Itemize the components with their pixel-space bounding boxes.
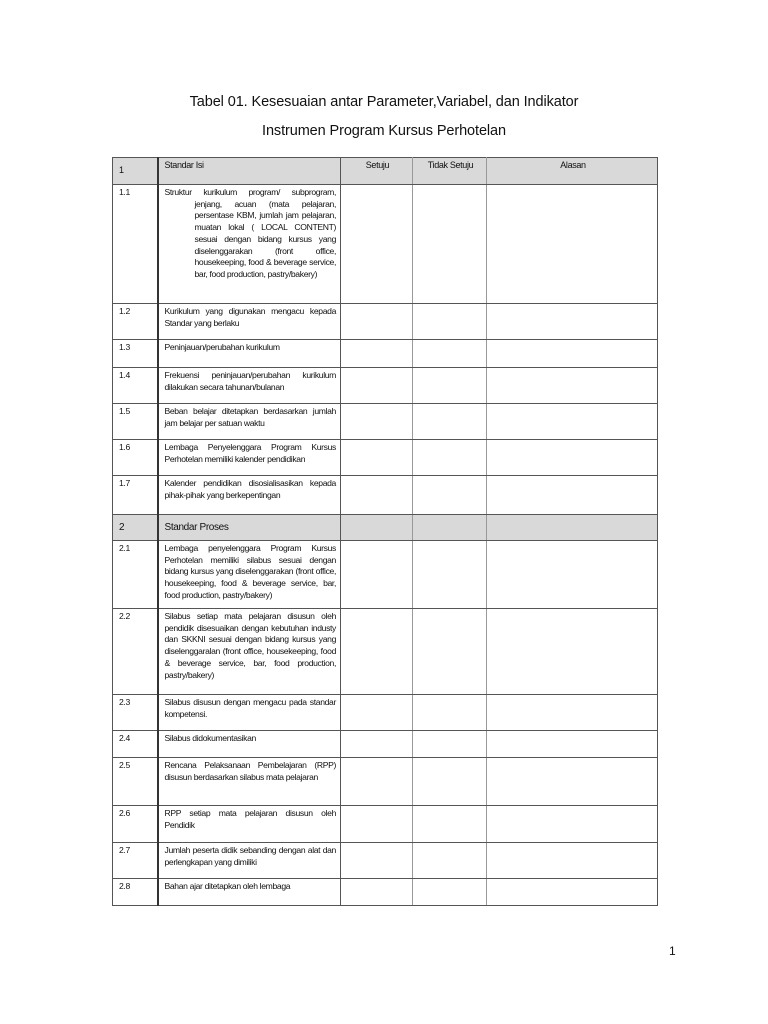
reason-cell[interactable] (487, 440, 658, 476)
column-header-agree: Setuju (341, 158, 413, 185)
agree-cell[interactable] (341, 695, 413, 731)
row-number: 1.1 (113, 185, 158, 304)
column-header-disagree: Tidak Setuju (413, 158, 487, 185)
reason-cell[interactable] (487, 515, 658, 541)
reason-cell[interactable] (487, 368, 658, 404)
table-row (113, 476, 658, 515)
disagree-cell[interactable] (413, 806, 487, 843)
agree-cell[interactable] (341, 609, 413, 695)
reason-cell[interactable] (487, 609, 658, 695)
row-description (158, 843, 341, 879)
row-description (158, 304, 341, 340)
section-title: Standar Isi (158, 158, 341, 185)
page-number: 1 (669, 944, 676, 958)
row-description (158, 340, 341, 368)
disagree-cell[interactable] (413, 185, 487, 304)
description-text: Silabus setiap mata pelajaran disusun oleh pendidik disesuaikan dengan kebutuhan industy dan SKKNI sesuai dengan bidang kursus yang diselenggaralan (front office, housekeeping, food & beverage service, bar, food production, pastry/bakery) (164, 611, 336, 680)
table-row (113, 695, 658, 731)
agree-cell[interactable] (341, 476, 413, 515)
row-number: 1.6 (113, 440, 158, 476)
agree-cell[interactable] (341, 404, 413, 440)
agree-cell[interactable] (341, 515, 413, 541)
agree-cell[interactable] (341, 340, 413, 368)
disagree-cell[interactable] (413, 476, 487, 515)
row-description (158, 541, 341, 609)
description-text: Silabus disusun dengan mengacu pada standar kompetensi. (164, 697, 336, 719)
row-number: 1.5 (113, 404, 158, 440)
description-text: Bahan ajar ditetapkan oleh lembaga (164, 881, 291, 891)
agree-cell[interactable] (341, 541, 413, 609)
reason-cell[interactable] (487, 806, 658, 843)
description-text: Rencana Pelaksanaan Pembelajaran (RPP) disusun berdasarkan silabus mata pelajaran (164, 760, 336, 782)
reason-cell[interactable] (487, 731, 658, 758)
reason-cell[interactable] (487, 185, 658, 304)
disagree-cell[interactable] (413, 879, 487, 906)
row-description (158, 476, 341, 515)
row-number: 2.1 (113, 541, 158, 609)
row-description (158, 368, 341, 404)
questionnaire-table (112, 157, 658, 906)
table-row (113, 806, 658, 843)
disagree-cell[interactable] (413, 515, 487, 541)
document-subtitle: Instrumen Program Kursus Perhotelan (262, 123, 506, 139)
disagree-cell[interactable] (413, 440, 487, 476)
reason-cell[interactable] (487, 340, 658, 368)
reason-cell[interactable] (487, 695, 658, 731)
agree-cell[interactable] (341, 185, 413, 304)
description-text: Silabus didokumentasikan (164, 733, 256, 743)
agree-cell[interactable] (341, 879, 413, 906)
row-number: 2.2 (113, 609, 158, 695)
row-number: 2.3 (113, 695, 158, 731)
disagree-cell[interactable] (413, 609, 487, 695)
table-row (113, 368, 658, 404)
row-number: 2.5 (113, 758, 158, 806)
table-row (113, 440, 658, 476)
agree-cell[interactable] (341, 758, 413, 806)
row-number: 1.7 (113, 476, 158, 515)
section-header-row (113, 515, 658, 541)
row-description (158, 695, 341, 731)
disagree-cell[interactable] (413, 340, 487, 368)
description-text: RPP setiap mata pelajaran disusun oleh Pendidik (164, 808, 336, 830)
disagree-cell[interactable] (413, 304, 487, 340)
description-text: Standar Proses (164, 521, 229, 533)
reason-cell[interactable] (487, 879, 658, 906)
table-row (113, 340, 658, 368)
row-number: 1.3 (113, 340, 158, 368)
row-number: 2.6 (113, 806, 158, 843)
table-row (113, 758, 658, 806)
row-description (158, 609, 341, 695)
row-number: 2 (113, 515, 158, 541)
row-number: 2.8 (113, 879, 158, 906)
description-text: Lembaga Penyelenggara Program Kursus Perhotelan memiliki kalender pendidikan (164, 442, 336, 464)
row-number: 2.4 (113, 731, 158, 758)
table-row (113, 304, 658, 340)
row-description (158, 731, 341, 758)
row-description (158, 185, 341, 304)
agree-cell[interactable] (341, 731, 413, 758)
row-description (158, 879, 341, 906)
column-header-reason: Alasan (487, 158, 658, 185)
reason-cell[interactable] (487, 404, 658, 440)
disagree-cell[interactable] (413, 541, 487, 609)
agree-cell[interactable] (341, 304, 413, 340)
section-number: 1 (113, 158, 158, 185)
reason-cell[interactable] (487, 476, 658, 515)
agree-cell[interactable] (341, 843, 413, 879)
row-description (158, 404, 341, 440)
reason-cell[interactable] (487, 541, 658, 609)
description-text: Peninjauan/perubahan kurikulum (164, 342, 280, 352)
table-row (113, 843, 658, 879)
table-row (113, 404, 658, 440)
agree-cell[interactable] (341, 806, 413, 843)
row-number: 1.2 (113, 304, 158, 340)
description-text: Beban belajar ditetapkan berdasarkan jumlah jam belajar per satuan waktu (164, 406, 336, 428)
description-text: Frekuensi peninjauan/perubahan kurikulum dilakukan secara tahunan/bulanan (164, 370, 336, 392)
table-row (113, 731, 658, 758)
disagree-cell[interactable] (413, 758, 487, 806)
description-text: Jumlah peserta didik sebanding dengan alat dan perlengkapan yang dimiliki (164, 845, 336, 867)
reason-cell[interactable] (487, 758, 658, 806)
description-text: Kurikulum yang digunakan mengacu kepada Standar yang berlaku (164, 306, 336, 328)
agree-cell[interactable] (341, 368, 413, 404)
row-description (158, 806, 341, 843)
table-row (113, 185, 658, 304)
table-row (113, 609, 658, 695)
document-title: Tabel 01. Kesesuaian antar Parameter,Variabel, dan Indikator (189, 94, 579, 110)
table-header-row (113, 158, 658, 185)
description-text: Kalender pendidikan disosialisasikan kepada pihak-pihak yang berkepentingan (164, 478, 336, 500)
row-description (158, 758, 341, 806)
row-number: 2.7 (113, 843, 158, 879)
table-row (113, 541, 658, 609)
section-title (158, 515, 341, 541)
disagree-cell[interactable] (413, 368, 487, 404)
disagree-cell[interactable] (413, 731, 487, 758)
reason-cell[interactable] (487, 843, 658, 879)
table-row (113, 879, 658, 906)
description-text: Lembaga penyelenggara Program Kursus Perhotelan memiliki silabus sesuai dengan bidang kursus yang diselenggarakan (front office, housekeeping, food & beverage service, bar, food production, pastry/bakery) (164, 543, 336, 600)
disagree-cell[interactable] (413, 695, 487, 731)
row-number: 1.4 (113, 368, 158, 404)
disagree-cell[interactable] (413, 404, 487, 440)
agree-cell[interactable] (341, 440, 413, 476)
reason-cell[interactable] (487, 304, 658, 340)
row-description (158, 440, 341, 476)
disagree-cell[interactable] (413, 843, 487, 879)
description-text: Struktur kurikulum program/ subprogram, jenjang, acuan (mata pelajaran, persentase KBM, jumlah jam pelajaran, muatan lokal ( LOCAL CONTENT) sesuai dengan bidang kursus yang diselenggarakan (front office, housekeeping, food & beverage service, bar, food production, pastry/bakery) (164, 187, 336, 279)
